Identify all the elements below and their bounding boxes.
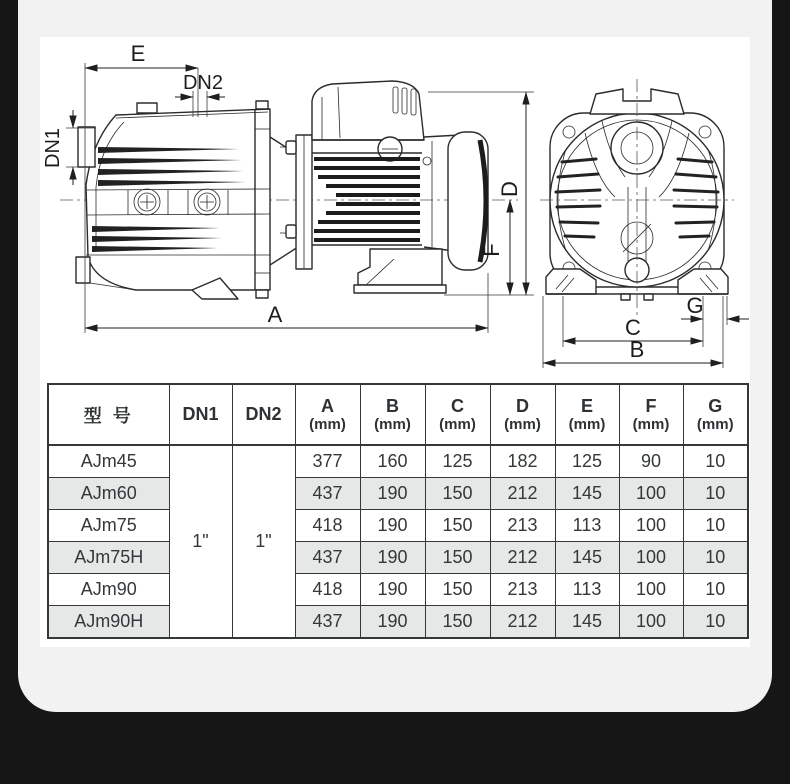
table-row <box>48 542 748 574</box>
col-header-e: E (mm) <box>555 384 619 445</box>
cell-f: 100 <box>619 510 683 542</box>
dimension-label-dn1: DN1 <box>42 127 64 169</box>
cell-model: AJm45 <box>48 445 169 478</box>
product-card <box>18 0 772 712</box>
dimension-label-g: G <box>686 293 704 318</box>
cell-b: 160 <box>360 445 425 478</box>
cell-g: 10 <box>683 574 748 606</box>
cell-g: 10 <box>683 510 748 542</box>
dn1-merged-cell: 1" <box>169 445 232 638</box>
terminal-box <box>312 81 424 140</box>
table-row <box>48 478 748 510</box>
dimension-label-f: F <box>479 243 504 257</box>
dn2-merged-cell: 1" <box>232 445 295 638</box>
cell-b: 190 <box>360 542 425 574</box>
cell-model: AJm90 <box>48 574 169 606</box>
cell-e: 145 <box>555 606 619 639</box>
dimension-label-a: A <box>267 302 283 327</box>
cell-c: 125 <box>425 445 490 478</box>
cell-model: AJm75H <box>48 542 169 574</box>
col-header-model: 型 号 <box>48 384 169 445</box>
table-row <box>48 606 748 639</box>
table-row <box>48 510 748 542</box>
cell-e: 145 <box>555 478 619 510</box>
col-header-g: G (mm) <box>683 384 748 445</box>
cell-g: 10 <box>683 542 748 574</box>
cell-d: 212 <box>490 542 555 574</box>
cell-f: 100 <box>619 478 683 510</box>
col-header-c: C (mm) <box>425 384 490 445</box>
spec-table <box>47 383 749 639</box>
logo-medallion <box>194 189 220 215</box>
cell-f: 100 <box>619 606 683 639</box>
col-header-d: D (mm) <box>490 384 555 445</box>
cell-f: 100 <box>619 542 683 574</box>
dimension-label-b: B <box>629 337 645 362</box>
cell-d: 182 <box>490 445 555 478</box>
cell-f: 90 <box>619 445 683 478</box>
cell-g: 10 <box>683 478 748 510</box>
cell-c: 150 <box>425 606 490 639</box>
col-header-b: B (mm) <box>360 384 425 445</box>
motor-fin-block <box>312 153 422 245</box>
dimension-label-dn2: DN2 <box>182 72 224 94</box>
col-header-a: A (mm) <box>295 384 360 445</box>
cell-c: 150 <box>425 542 490 574</box>
logo-medallion <box>134 189 160 215</box>
col-header-f: F (mm) <box>619 384 683 445</box>
cell-b: 190 <box>360 606 425 639</box>
cell-b: 190 <box>360 510 425 542</box>
pump-front-view <box>540 79 734 315</box>
dimension-label-d: D <box>497 181 522 197</box>
cell-g: 10 <box>683 445 748 478</box>
table-row <box>48 574 748 606</box>
pump-side-view <box>60 81 518 299</box>
cell-c: 150 <box>425 574 490 606</box>
dimension-label-e: E <box>130 41 146 66</box>
cell-g: 10 <box>683 606 748 639</box>
cell-model: AJm90H <box>48 606 169 639</box>
cell-a: 418 <box>295 510 360 542</box>
cell-b: 190 <box>360 478 425 510</box>
cell-d: 213 <box>490 510 555 542</box>
cell-f: 100 <box>619 574 683 606</box>
cell-a: 437 <box>295 542 360 574</box>
cell-e: 125 <box>555 445 619 478</box>
col-header-dn2: DN2 <box>232 384 295 445</box>
cell-c: 150 <box>425 478 490 510</box>
cell-d: 212 <box>490 606 555 639</box>
cell-a: 437 <box>295 478 360 510</box>
cell-a: 377 <box>295 445 360 478</box>
cell-e: 145 <box>555 542 619 574</box>
cell-model: AJm60 <box>48 478 169 510</box>
content-panel <box>40 37 750 647</box>
cell-model: AJm75 <box>48 510 169 542</box>
cell-d: 213 <box>490 574 555 606</box>
cell-b: 190 <box>360 574 425 606</box>
cell-e: 113 <box>555 510 619 542</box>
pump-dimension-diagram <box>40 37 750 381</box>
cell-e: 113 <box>555 574 619 606</box>
cell-a: 418 <box>295 574 360 606</box>
table-row <box>48 445 748 478</box>
dimension-label-c: C <box>625 315 641 340</box>
table-header-row <box>48 384 748 445</box>
cell-c: 150 <box>425 510 490 542</box>
cell-d: 212 <box>490 478 555 510</box>
cell-a: 437 <box>295 606 360 639</box>
col-header-dn1: DN1 <box>169 384 232 445</box>
